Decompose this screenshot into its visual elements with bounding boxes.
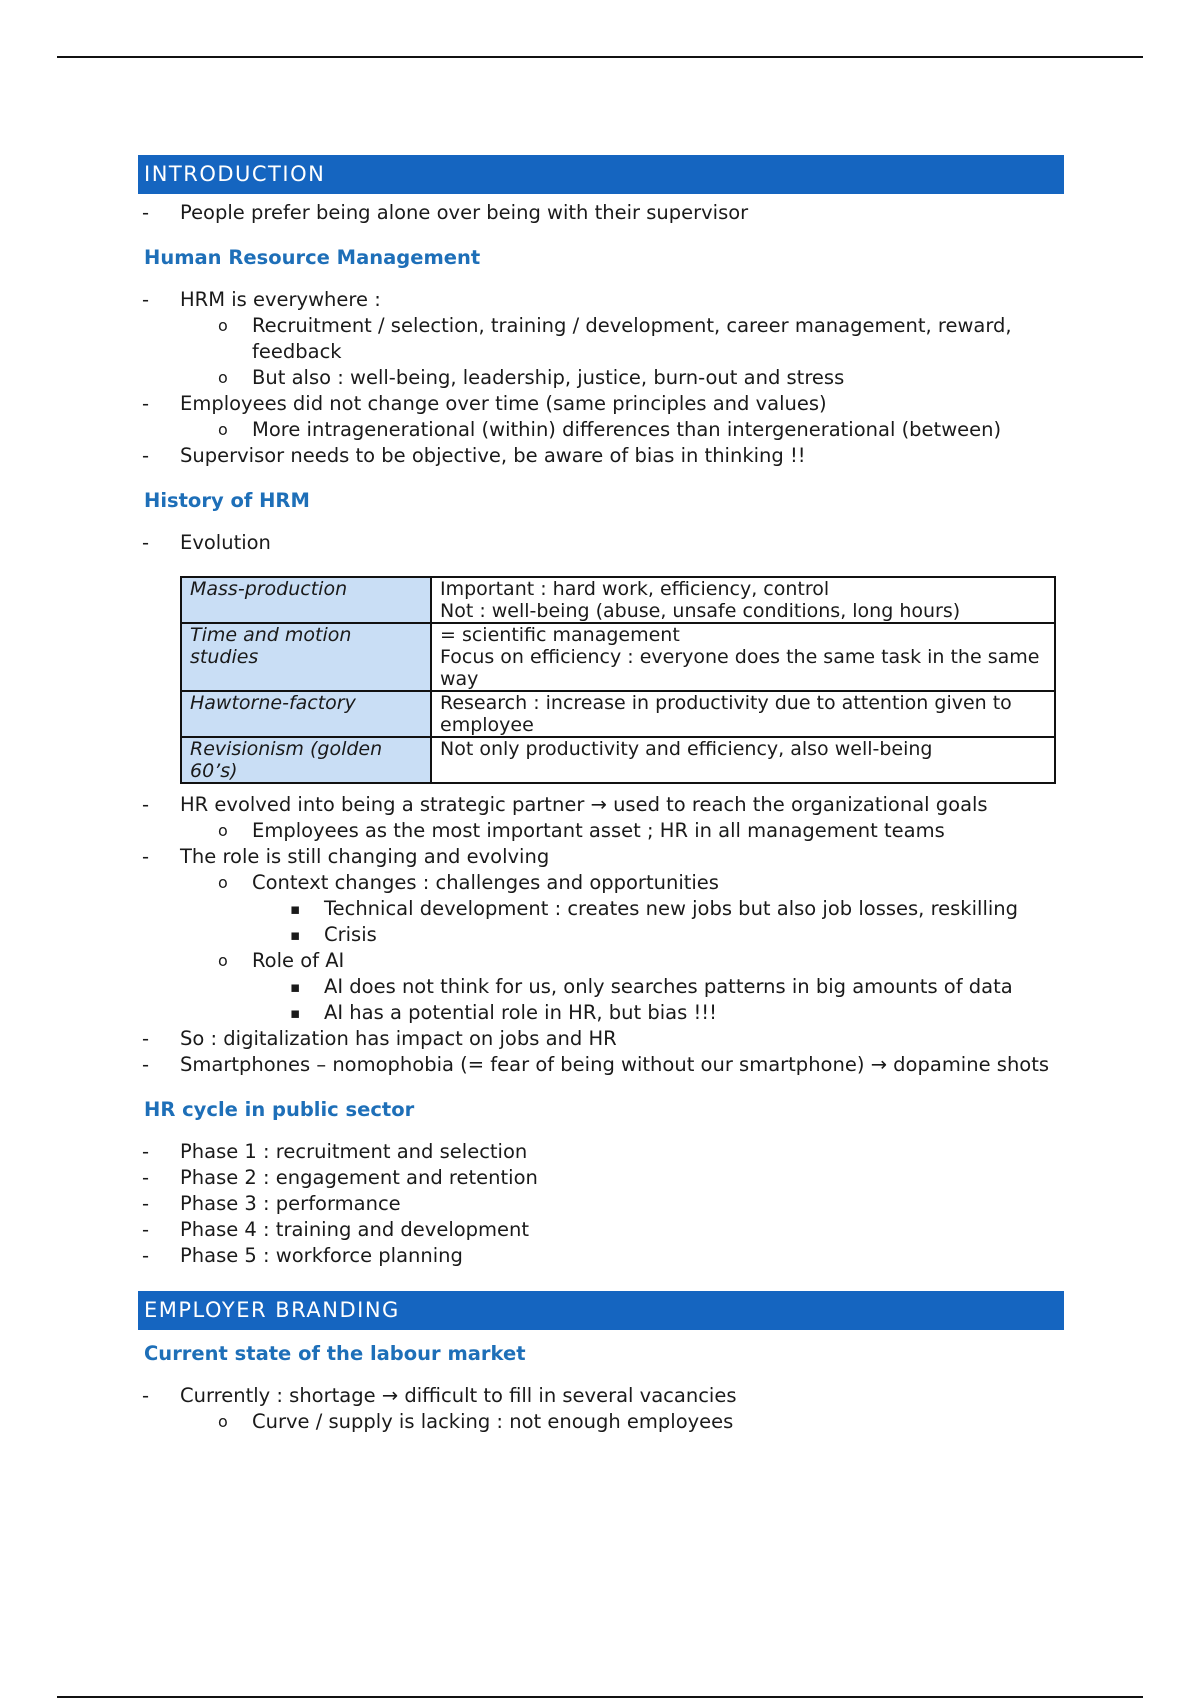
table-cell-label: Revisionism (golden 60’s)	[181, 737, 431, 783]
list-item: - Phase 2 : engagement and retention	[142, 1166, 538, 1189]
list-item: - HR evolved into being a strategic partner → used to reach the organizational goals	[142, 793, 988, 816]
table-cell-label: Mass-production	[181, 577, 431, 623]
list-item: - Smartphones – nomophobia (= fear of being without our smartphone) → dopamine shots	[142, 1053, 1050, 1076]
list-item: - Phase 5 : workforce planning	[142, 1244, 463, 1267]
list-item: - The role is still changing and evolving	[142, 845, 550, 868]
list-item: - Evolution	[142, 531, 271, 554]
list-item: - Employees did not change over time (same principles and values)	[142, 392, 827, 415]
labour-list	[138, 1383, 1064, 1435]
page-top-rule	[57, 56, 1143, 58]
list-item: - So : digitalization has impact on jobs and HR	[142, 1027, 617, 1050]
hr-cycle-list	[138, 1139, 1064, 1269]
history-list	[138, 792, 1064, 1078]
list-item: - Supervisor needs to be objective, be aware of bias in thinking !!	[142, 444, 806, 467]
heading-labour-market: Current state of the labour market	[144, 1342, 526, 1365]
sub-sub-list-item: ▪ Technical development : creates new jobs but also job losses, reskilling	[290, 897, 1019, 920]
table-row	[181, 577, 1055, 623]
heading-hrm: Human Resource Management	[144, 246, 481, 269]
sub-list-item: o Curve / supply is lacking : not enough employees	[218, 1410, 734, 1433]
intro-list	[138, 200, 1064, 226]
sub-list-item: o Employees as the most important asset ; HR in all management teams	[218, 819, 945, 842]
sub-list-item: o Role of AI	[218, 949, 345, 972]
sub-list-item: o Context changes : challenges and opportunities	[218, 871, 719, 894]
sub-list-item: o Recruitment / selection, training / development, career management, reward, feedback	[218, 314, 1012, 363]
table-row	[181, 737, 1055, 783]
table-cell-desc: Research : increase in productivity due to attention given to employee	[431, 691, 1055, 737]
sub-list-item: o More intragenerational (within) differences than intergenerational (between)	[218, 418, 1002, 441]
table-row	[181, 623, 1055, 691]
heading-history: History of HRM	[144, 489, 310, 512]
section-banner-introduction: INTRODUCTION	[138, 155, 1064, 194]
list-item: - Phase 1 : recruitment and selection	[142, 1140, 528, 1163]
sub-sub-list-item: ▪ Crisis	[290, 923, 377, 946]
table-cell-label: Hawtorne-factory	[181, 691, 431, 737]
list-item: - HRM is everywhere :	[142, 288, 381, 311]
table-cell-desc: Important : hard work, efficiency, control Not : well-being (abuse, unsafe conditions, long hours)	[431, 577, 1055, 623]
hrm-list	[138, 287, 1064, 469]
sub-list-item: o But also : well-being, leadership, justice, burn-out and stress	[218, 366, 845, 389]
list-item: - People prefer being alone over being with their supervisor	[142, 201, 749, 224]
table-row	[181, 691, 1055, 737]
sub-sub-list-item: ▪ AI does not think for us, only searches patterns in big amounts of data	[290, 975, 1013, 998]
document-body	[138, 155, 1064, 1435]
page-bottom-rule	[57, 1696, 1143, 1698]
table-cell-desc: = scientific management Focus on efficiency : everyone does the same task in the same way	[431, 623, 1055, 691]
evolution-table	[180, 576, 1056, 784]
list-item: - Phase 3 : performance	[142, 1192, 401, 1215]
table-cell-desc: Not only productivity and efficiency, also well-being	[431, 737, 1055, 783]
history-intro-list	[138, 530, 1064, 556]
list-item: - Currently : shortage → difficult to fill in several vacancies	[142, 1384, 737, 1407]
heading-hr-cycle: HR cycle in public sector	[144, 1098, 415, 1121]
section-banner-employer-branding: EMPLOYER BRANDING	[138, 1291, 1064, 1330]
table-cell-label: Time and motion studies	[181, 623, 431, 691]
sub-sub-list-item: ▪ AI has a potential role in HR, but bias !!!	[290, 1001, 717, 1024]
list-item: - Phase 4 : training and development	[142, 1218, 530, 1241]
